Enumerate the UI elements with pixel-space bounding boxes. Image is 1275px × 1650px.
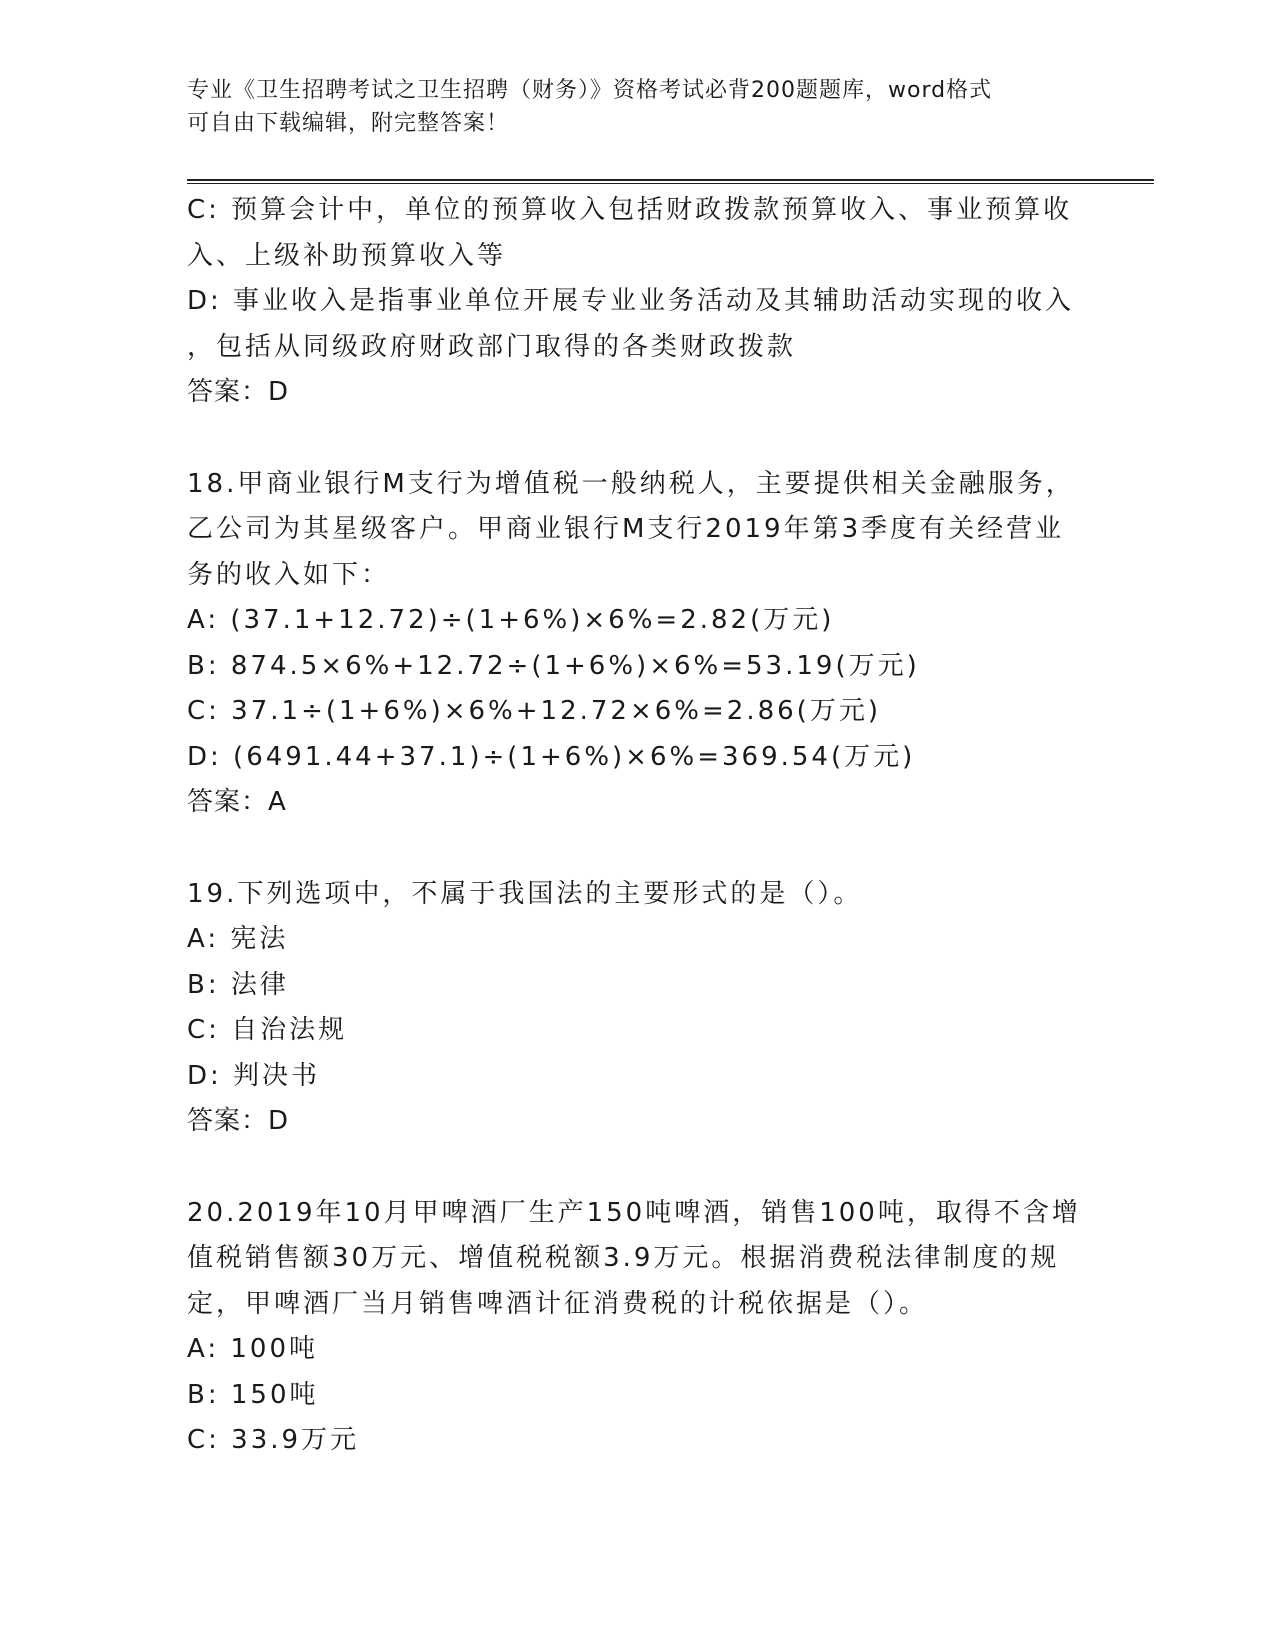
- option-a: A: 宪法: [187, 924, 289, 954]
- spacer: [187, 826, 1087, 872]
- header-divider: [187, 179, 1154, 184]
- question-20: [187, 1191, 1087, 1464]
- question-list: [187, 188, 1087, 1464]
- option-b: B: 150吨: [187, 1379, 319, 1410]
- option-a: A: 100吨: [187, 1334, 318, 1364]
- option-c-line-2: 入、上级补助预算收入等: [187, 240, 507, 271]
- option-d-line-2: ，包括从同级政府财政部门取得的各类财政拨款: [187, 331, 797, 362]
- option-c: C: 自治法规: [187, 1015, 348, 1045]
- option-c: C: 37.1÷(1+6%)×6%+12.72×6%=2.86(万元): [187, 696, 881, 726]
- option-b: B: 874.5×6%+12.72÷(1+6%)×6%=53.19(万元): [187, 650, 920, 681]
- option-d: D: 判决书: [187, 1060, 321, 1091]
- answer: 答案：D: [187, 1106, 290, 1136]
- answer: 答案：D: [187, 377, 290, 407]
- question-19: [187, 872, 1087, 1145]
- answer: 答案：A: [187, 787, 287, 817]
- question-18: [187, 462, 1087, 826]
- option-b: B: 法律: [187, 969, 289, 1000]
- question-stem: 19.下列选项中，不属于我国法的主要形式的是（）。: [187, 878, 863, 909]
- document-header: [187, 74, 1067, 140]
- header-title-line-2: 可自由下载编辑，附完整答案！: [187, 111, 510, 136]
- question-stem-line-2: 值税销售额30万元、增值税税额3.9万元。根据消费税法律制度的规: [187, 1243, 1060, 1273]
- spacer: [187, 1145, 1087, 1191]
- header-title-line-1: 专业《卫生招聘考试之卫生招聘（财务）》资格考试必背200题题库，word格式: [187, 78, 993, 103]
- option-c-line-1: C: 预算会计中，单位的预算收入包括财政拨款预算收入、事业预算收: [187, 195, 1073, 225]
- question-stem-line-2: 乙公司为其星级客户。甲商业银行M支行2019年第3季度有关经营业: [187, 514, 1065, 544]
- question-stem-line-1: 20.2019年10月甲啤酒厂生产150吨啤酒，销售100吨，取得不含增: [187, 1197, 1081, 1228]
- question-stem-line-3: 定，甲啤酒厂当月销售啤酒计征消费税的计税依据是（）。: [187, 1288, 929, 1319]
- spacer: [187, 416, 1087, 462]
- option-d: D: (6491.44+37.1)÷(1+6%)×6%=369.54(万元): [187, 741, 916, 772]
- option-d-line-1: D: 事业收入是指事业单位开展专业业务活动及其辅助活动实现的收入: [187, 286, 1075, 316]
- option-c: C: 33.9万元: [187, 1425, 360, 1455]
- question-stem-line-3: 务的收入如下：: [187, 559, 391, 590]
- option-a: A: (37.1+12.72)÷(1+6%)×6%=2.82(万元): [187, 605, 835, 635]
- question-17-tail: [187, 188, 1087, 416]
- question-stem-line-1: 18.甲商业银行M支行为增值税一般纳税人，主要提供相关金融服务，: [187, 468, 1075, 499]
